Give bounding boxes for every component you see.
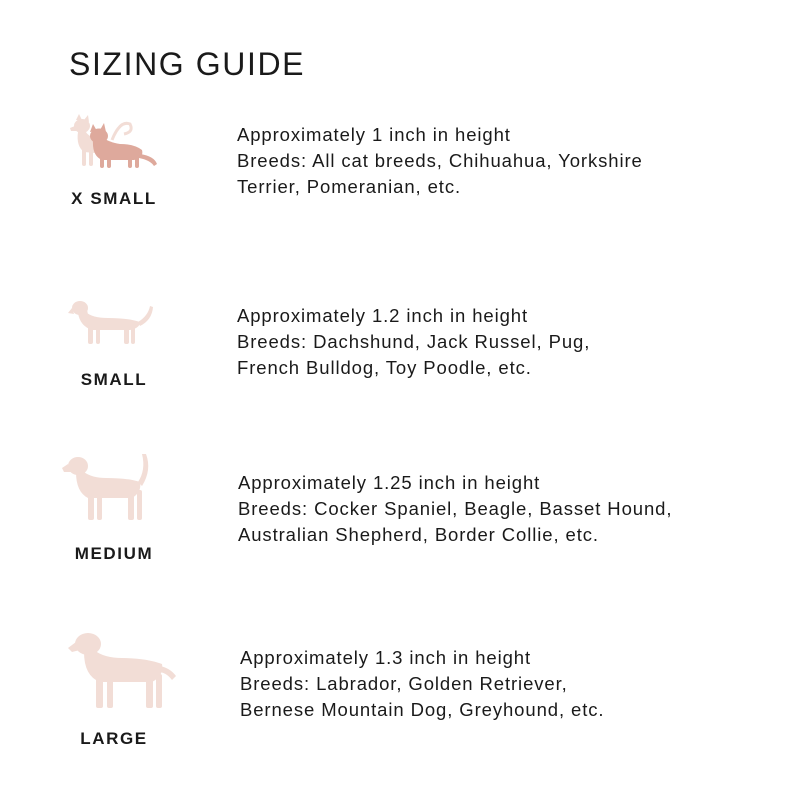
- breeds-text: Breeds: All cat breeds, Chihuahua, Yorkshire: [237, 150, 643, 171]
- size-label-small: SMALL: [80, 370, 148, 389]
- height-text: Approximately 1 inch in height: [237, 124, 511, 145]
- height-text: Approximately 1.3 inch in height: [240, 647, 532, 668]
- beagle-icon: [62, 452, 154, 524]
- size-description-small: [237, 303, 590, 381]
- breeds-text-continued: Australian Shepherd, Border Collie, etc.: [238, 524, 599, 545]
- size-description-x-small: [237, 122, 643, 200]
- height-text: Approximately 1.25 inch in height: [238, 472, 541, 493]
- retriever-icon: [66, 628, 178, 712]
- breeds-text: Breeds: Labrador, Golden Retriever,: [240, 673, 568, 694]
- breeds-text-continued: Bernese Mountain Dog, Greyhound, etc.: [240, 699, 605, 720]
- size-description-medium: [238, 470, 672, 548]
- size-label-large: LARGE: [80, 729, 148, 748]
- size-description-large: [240, 645, 604, 723]
- size-label-x-small: X SMALL: [71, 189, 157, 208]
- height-text: Approximately 1.2 inch in height: [237, 305, 529, 326]
- page-title: SIZING GUIDE: [69, 46, 306, 82]
- dachshund-icon: [68, 296, 154, 350]
- size-label-medium: MEDIUM: [74, 544, 154, 563]
- cat-and-small-dog-icon: [62, 112, 162, 174]
- breeds-text-continued: French Bulldog, Toy Poodle, etc.: [237, 357, 532, 378]
- breeds-text: Breeds: Dachshund, Jack Russel, Pug,: [237, 331, 591, 352]
- breeds-text-continued: Terrier, Pomeranian, etc.: [237, 176, 462, 197]
- breeds-text: Breeds: Cocker Spaniel, Beagle, Basset Hound,: [238, 498, 673, 519]
